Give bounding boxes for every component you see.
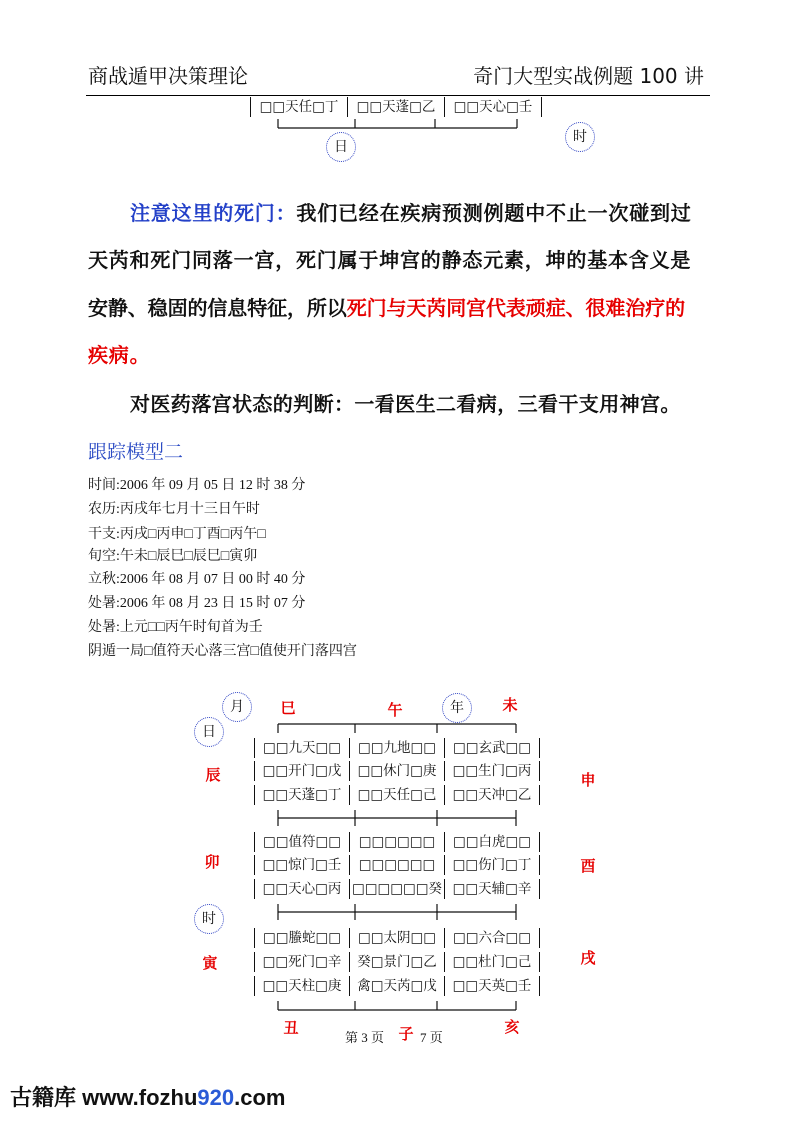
palace-cell: □□太阴□□	[349, 928, 444, 948]
info-line: 阴遁一局□值符天心落三宫□值使开门落四宫	[88, 644, 357, 659]
commentary-line	[130, 199, 692, 227]
commentary-emphasis: 疾病。	[88, 343, 151, 367]
palace-cell: □□玄武□□	[444, 738, 540, 758]
palace-cell: □□天任□丁	[250, 97, 347, 117]
palace-line	[254, 879, 540, 899]
branch-label: 辰	[205, 766, 221, 784]
palace-cell: □□六合□□	[444, 928, 540, 948]
header-series-title: 奇门大型实战例题 100 讲	[473, 64, 704, 88]
month-marker: 月	[222, 692, 252, 722]
palace-cell: □□休门□庚	[349, 761, 444, 781]
branch-label: 巳	[280, 699, 296, 717]
palace-line	[254, 952, 540, 972]
commentary-line: 天芮和死门同落一宫，死门属于坤宫的静态元素，坤的基本含义是	[88, 248, 692, 272]
palace-cell: □□天任□己	[349, 785, 444, 805]
info-line: 处暑:上元□□丙午时旬首为壬	[88, 620, 263, 635]
section-title: 跟踪模型二	[88, 441, 184, 463]
commentary-line	[88, 294, 685, 322]
palace-cell: □□九地□□	[349, 738, 444, 758]
palace-line	[254, 785, 540, 805]
palace-cell: □□白虎□□	[444, 832, 540, 852]
branch-label: 午	[387, 701, 403, 719]
info-line: 处暑:2006 年 08 月 23 日 15 时 07 分	[88, 596, 306, 611]
palace-cell: □□天柱□庚	[254, 976, 349, 996]
header-book-title: 商战遁甲决策理论	[88, 64, 248, 88]
info-line: 旬空:午未□辰巳□辰巳□寅卯	[88, 549, 258, 564]
palace-cell: □□□□□□	[349, 855, 444, 875]
palace-line	[254, 976, 540, 996]
watermark-url-prefix: www.fozhu	[82, 1085, 198, 1110]
palace-line	[254, 928, 540, 948]
palace-line	[254, 855, 540, 875]
palace-cell: □□伤门□丁	[444, 855, 540, 875]
info-line: 农历:丙戌年七月十三日午时	[88, 502, 260, 517]
info-line: 时间:2006 年 09 月 05 日 12 时 38 分	[88, 478, 306, 493]
watermark-url	[82, 1085, 285, 1110]
branch-label: 酉	[580, 857, 596, 875]
site-watermark	[10, 1085, 286, 1111]
branch-label: 寅	[202, 954, 218, 972]
page-total: 7 页	[420, 1030, 443, 1045]
info-line: 立秋:2006 年 08 月 07 日 00 时 40 分	[88, 572, 306, 587]
palace-line	[254, 761, 540, 781]
commentary-lead: 注意这里的死门：	[130, 201, 297, 225]
branch-label: 未	[502, 696, 518, 714]
palace-cell: 癸□景门□乙	[349, 952, 444, 972]
commentary-text: 安静、稳固的信息特征，所以	[88, 296, 347, 320]
palace-cell: □□杜门□己	[444, 952, 540, 972]
branch-label: 卯	[204, 853, 220, 871]
palace-line	[254, 832, 540, 852]
commentary-text: 我们已经在疾病预测例题中不止一次碰到过	[296, 201, 692, 225]
palace-cell: □□九天□□	[254, 738, 349, 758]
info-line: 干支:丙戌□丙申□丁酉□丙午□	[88, 527, 266, 542]
watermark-site-name: 古籍库	[10, 1085, 77, 1110]
commentary-emphasis: 死门与天芮同宫代表顽症、很难治疗的	[346, 296, 686, 320]
palace-cell: □□生门□丙	[444, 761, 540, 781]
palace-cell: □□惊门□壬	[254, 855, 349, 875]
year-marker: 年	[442, 693, 472, 723]
palace-cell: □□天心□壬	[444, 97, 542, 117]
palace-cell: □□天冲□乙	[444, 785, 540, 805]
page-number: 第 3 页	[345, 1030, 385, 1045]
watermark-url-number: 920	[197, 1085, 235, 1110]
palace-cell: □□天蓬□乙	[347, 97, 444, 117]
palace-cell: □□天心□丙	[254, 879, 349, 899]
palace-cell: □□□□□□	[349, 832, 444, 852]
hour-marker: 时	[565, 122, 595, 152]
palace-cell: □□死门□辛	[254, 952, 349, 972]
watermark-url-suffix: .com	[234, 1085, 286, 1110]
palace-cell: □□开门□戊	[254, 761, 349, 781]
palace-line	[254, 738, 540, 758]
day-marker: 日	[194, 717, 224, 747]
day-marker: 日	[326, 132, 356, 162]
palace-cell: □□天辅□辛	[444, 879, 540, 899]
fragment-palace-line	[250, 97, 542, 117]
header-rule	[86, 95, 710, 96]
palace-cell: □□螣蛇□□	[254, 928, 349, 948]
palace-cell: □□值符□□	[254, 832, 349, 852]
branch-label: 戌	[580, 949, 596, 967]
hour-marker: 时	[194, 904, 224, 934]
branch-label: 子	[398, 1025, 414, 1043]
palace-cell: □□天英□壬	[444, 976, 540, 996]
branch-label: 申	[580, 771, 596, 789]
branch-label: 丑	[283, 1019, 299, 1037]
palace-cell: 禽□天芮□戊	[349, 976, 444, 996]
commentary-line: 对医药落宫状态的判断：一看医生二看病，三看干支用神宫。	[130, 392, 681, 416]
palace-cell: □□天蓬□丁	[254, 785, 349, 805]
palace-cell: □□□□□□癸	[349, 879, 444, 899]
branch-label: 亥	[504, 1018, 520, 1036]
